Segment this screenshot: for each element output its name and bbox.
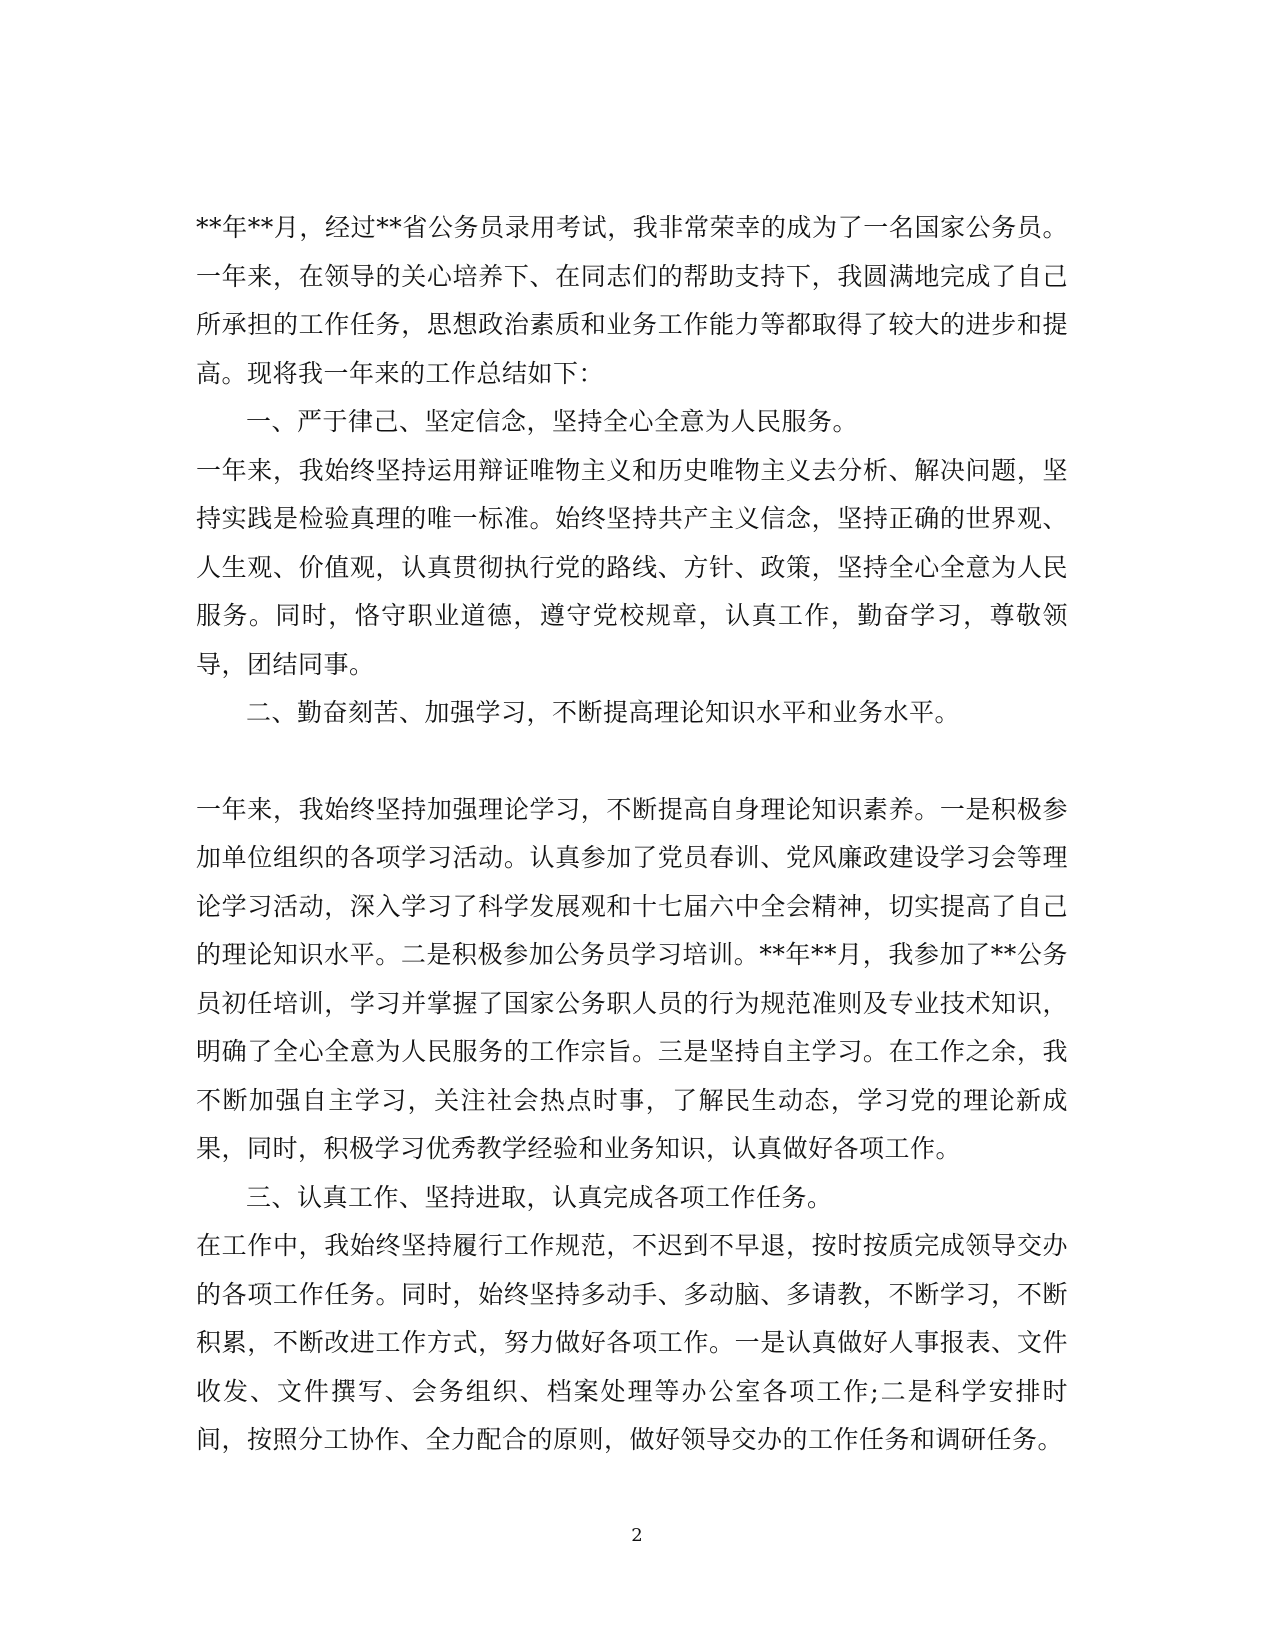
page-number: 2 (631, 1525, 643, 1546)
section-heading-3: 三、认真工作、坚持进取，认真完成各项工作任务。 (246, 1182, 833, 1212)
section-heading-1: 一、严于律己、坚定信念，坚持全心全意为人民服务。 (246, 407, 859, 436)
document-body (196, 204, 1068, 1465)
section-body-2: 一年来，我始终坚持加强理论学习，不断提高自身理论知识素养。一是积极参加单位组织的各项学习活动。认真参加了党员春训、党风廉政建设学习会等理论学习活动，深入学习了科学发展观和十七届六中全会精神，切实提高了自己的理论知识水平。二是积极参加公务员学习培训。**年**月，我参加了**公务员初任培训，学习并掌握了国家公务职人员的行为规范准则及专业技术知识，明确了全心全意为人民服务的工作宗旨。三是坚持自主学习。在工作之余，我不断加强自主学习，关注社会热点时事，了解民生动态，学习党的理论新成果，同时，积极学习优秀教学经验和业务知识，认真做好各项工作。 (196, 794, 1068, 1163)
section-body-3: 在工作中，我始终坚持履行工作规范，不迟到不早退，按时按质完成领导交办的各项工作任务。同时，始终坚持多动手、多动脑、多请教，不断学习，不断积累，不断改进工作方式，努力做好各项工作。一是认真做好人事报表、文件收发、文件撰写、会务组织、档案处理等办公室各项工作;二是科学安排时间，按照分工协作、全力配合的原则，做好领导交办的工作任务和调研任务。 (196, 1231, 1068, 1454)
section-body-1: 一年来，我始终坚持运用辩证唯物主义和历史唯物主义去分析、解决问题，坚持实践是检验真理的唯一标准。始终坚持共产主义信念，坚持正确的世界观、人生观、价值观，认真贯彻执行党的路线、方针、政策，坚持全心全意为人民服务。同时，恪守职业道德，遵守党校规章，认真工作，勤奋学习，尊敬领导，团结同事。 (196, 455, 1068, 679)
paragraph-spacer (196, 738, 1068, 786)
section-heading-2: 二、勤奋刻苦、加强学习，不断提高理论知识水平和业务水平。 (246, 698, 961, 727)
intro-paragraph: **年**月，经过**省公务员录用考试，我非常荣幸的成为了一名国家公务员。一年来，在领导的关心培养下、在同志们的帮助支持下，我圆满地完成了自己所承担的工作任务，思想政治素质和业务工作能力等都取得了较大的进步和提高。现将我一年来的工作总结如下： (196, 213, 1068, 388)
